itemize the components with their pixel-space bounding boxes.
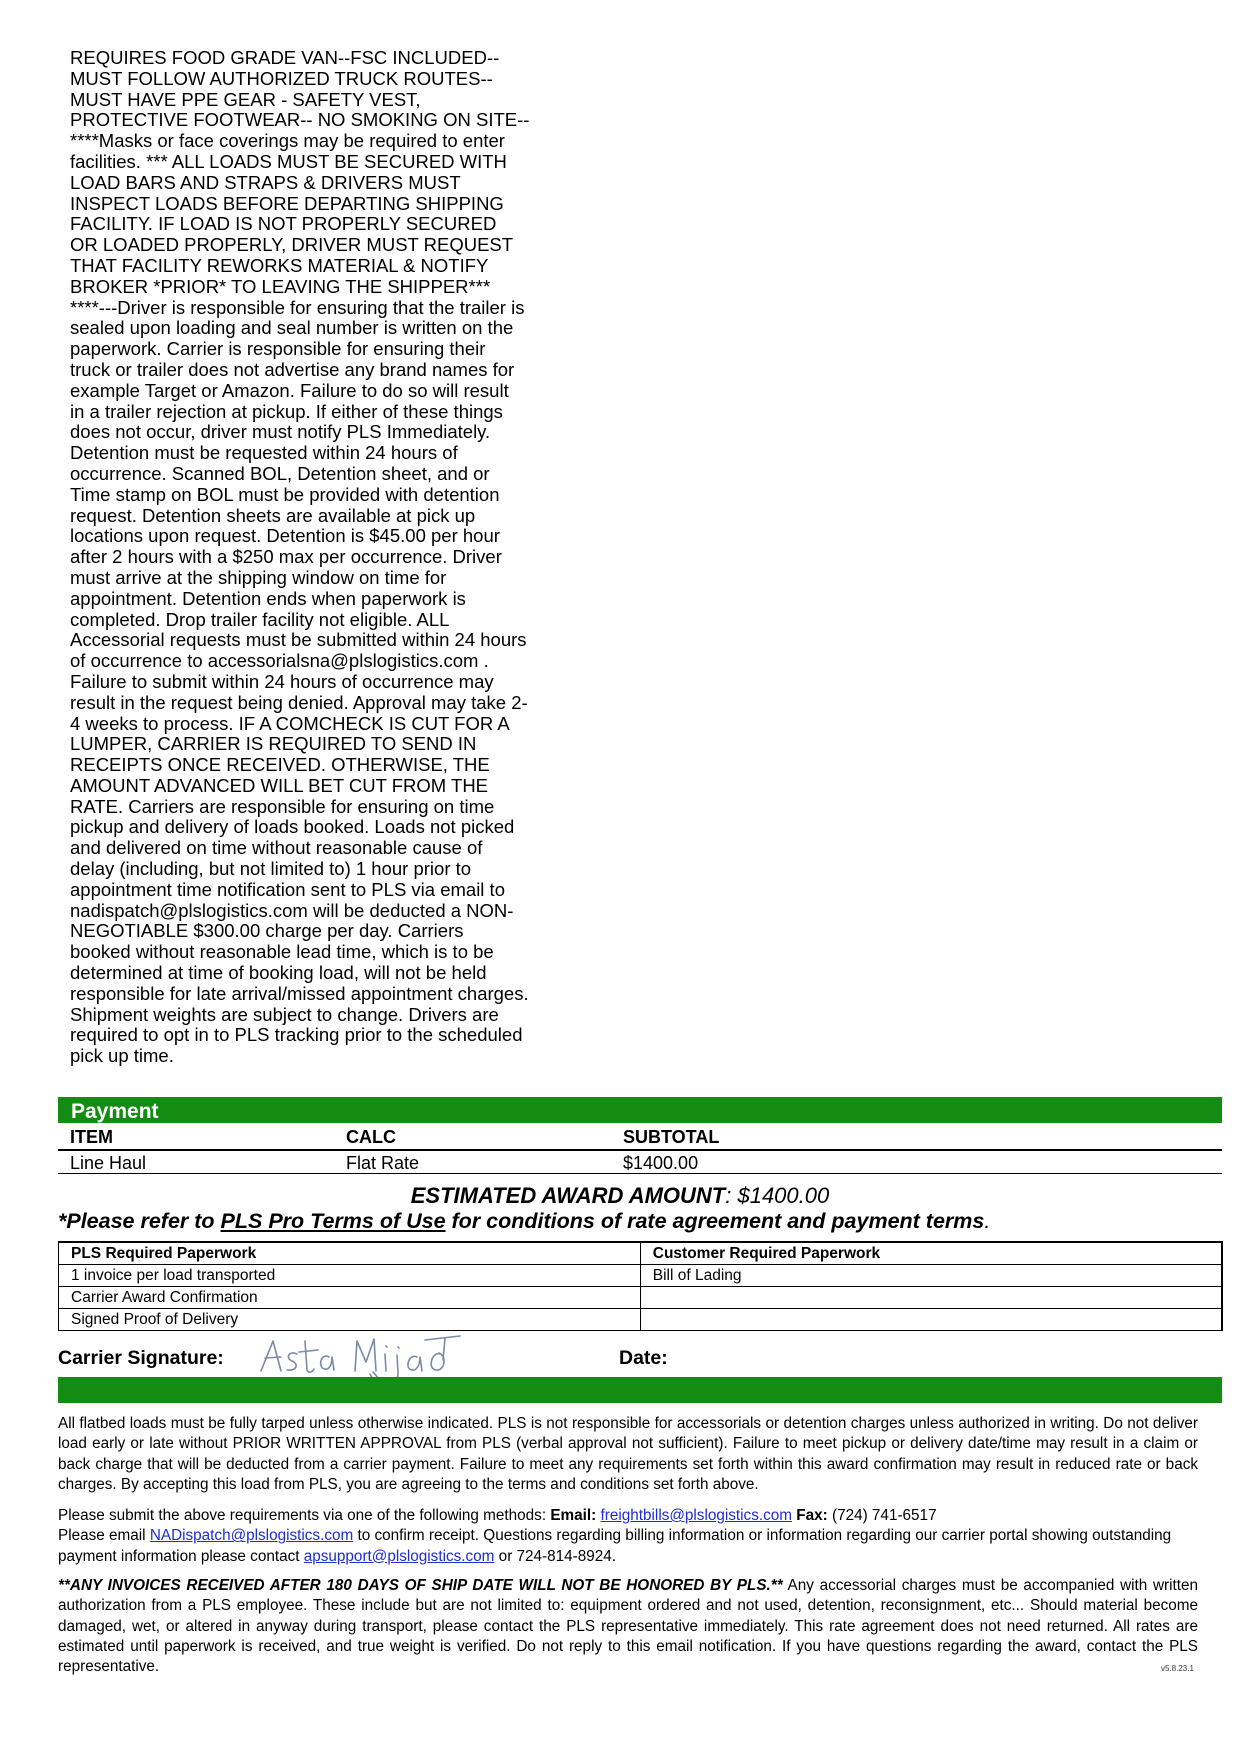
pls-paperwork-item: 1 invoice per load transported [59, 1265, 641, 1287]
submission-text: Please email [58, 1527, 150, 1545]
email-label: Email: [550, 1507, 597, 1524]
date-label: Date: [619, 1347, 668, 1369]
apsupport-email-link[interactable]: apsupport@plslogistics.com [303, 1547, 495, 1565]
submission-paragraph [58, 1506, 1198, 1567]
customer-paperwork-item [640, 1287, 1222, 1309]
cell-calc: Flat Rate [346, 1153, 420, 1173]
estimated-award [0, 1183, 1240, 1209]
fax-number: (724) 741-6517 [827, 1507, 937, 1524]
column-calc: CALC [346, 1127, 396, 1147]
invoice-deadline-warning: **ANY INVOICES RECEIVED AFTER 180 DAYS OF SHIP DATE WILL NOT BE HONORED BY PLS.** [58, 1577, 783, 1594]
terms-text-before: *Please refer to [58, 1209, 221, 1233]
nadispatch-email-link[interactable]: NADispatch@plslogistics.com [149, 1527, 354, 1545]
special-instructions: REQUIRES FOOD GRADE VAN--FSC INCLUDED-- MUST FOLLOW AUTHORIZED TRUCK ROUTES-- MUST HAVE PPE GEAR - SAFETY VEST, PROTECTIVE FOOTWEAR-- NO SMOKING ON SITE-- ****Masks or face coverings may be required to enter facilities. *** ALL LOADS MUST BE SECURED WITH LOAD BARS AND STRAPS & DRIVERS MUST INSPECT LOADS BEFORE DEPARTING SHIPPING FACILITY. IF LOAD IS NOT PROPERLY SECURED OR LOADED PROPERLY, DRIVER MUST REQUEST THAT FACILITY REWORKS MATERIAL & NOTIFY BROKER *PRIOR* TO LEAVING THE SHIPPER*** ****---Driver is responsible for ensuring that the trailer is sealed upon loading and seal number is written on the paperwork. Carrier is responsible for ensuring their truck or trailer does not advertise any brand names for example Target or Amazon. Failure to do so will result in a trailer rejection at pickup. If either of these things does not occur, driver must notify PLS Immediately. Detention must be requested within 24 hours of occurrence. Scanned BOL, Detention sheet, and or Time stamp on BOL must be provided with detention request. Detention sheets are available at pick up locations upon request. Detention is $45.00 per hour after 2 hours with a $250 max per occurrence. Driver must arrive at the shipping window on time for appointment. Detention ends when paperwork is completed. Drop trailer facility not eligible. ALL Accessorial requests must be submitted within 24 hours of occurrence to accessorialsna@plslogistics.com . Failure to submit within 24 hours of occurrence may result in the request being denied. Approval may take 2- 4 weeks to process. IF A COMCHECK IS CUT FOR A LUMPER, CARRIER IS REQUIRED TO SEND IN RECEIPTS ONCE RECEIVED. OTHERWISE, THE AMOUNT ADVANCED WILL BET CUT FROM THE RATE. Carriers are responsible for ensuring on time pickup and delivery of loads booked. Loads not picked and delivered on time without reasonable cause of delay (including, but not limited to) 1 hour prior to appointment time notification sent to PLS via email to nadispatch@plslogistics.com will be deducted a NON- NEGOTIABLE $300.00 charge per day. Carriers booked without reasonable lead time, which is to be determined at time of booking load, will not be held responsible for late arrival/missed appointment charges. Shipment weights are subject to change. Drivers are required to opt in to PLS tracking prior to the scheduled pick up time. [70, 47, 530, 1067]
terms-text-after: for conditions of rate agreement and payment terms [445, 1209, 985, 1233]
freightbills-email-link[interactable]: freightbills@plslogistics.com [600, 1507, 793, 1524]
table-row [58, 1151, 1222, 1174]
invoice-policy-paragraph [58, 1576, 1198, 1677]
carrier-signature-label: Carrier Signature: [58, 1347, 224, 1369]
submission-text: to confirm receipt. Questions regarding billing information or information regarding our carrier portal showing outstanding payment information please contact [58, 1527, 1172, 1565]
table-row [59, 1265, 1223, 1287]
payment-title: Payment [71, 1100, 159, 1123]
paperwork-table [58, 1241, 1223, 1331]
customer-paperwork-header: Customer Required Paperwork [640, 1242, 1222, 1265]
version-number: v5.8.23.1 [1161, 1664, 1194, 1673]
terms-reference [58, 1209, 990, 1234]
signature-divider-bar [58, 1377, 1222, 1403]
estimated-award-value: : $1400.00 [725, 1183, 830, 1208]
customer-paperwork-item: Bill of Lading [640, 1265, 1222, 1287]
terms-text-end: . [984, 1209, 991, 1233]
invoice-policy-text: Any accessorial charges must be accompanied with written authorization from a PLS employee. These include but are not limited to: equipment ordered and not used, detention, reconsignment, etc... Should material become damaged, wet, or altered in anyway during transport, please contact the PLS representative immediately. This rate agreement does not need returned. All rates are estimated until paperwork is received, and true weight is verified. Do not reply to this email notification. If you have questions regarding the award, contact the PLS representative. [58, 1577, 1199, 1676]
terms-paragraph: All flatbed loads must be fully tarped unless otherwise indicated. PLS is not responsible for accessorials or detention charges unless authorized in writing. Do not deliver load early or late without PRIOR WRITTEN APPROVAL from PLS (verbal approval not sufficient). Failure to meet pickup or delivery date/time may result in a claim or back charge that will be deducted from a carrier payment. Failure to meet any requirements set forth within this award confirmation may result in reduced rate or back charges. By accepting this load from PLS, you are agreeing to the terms and conditions set forth above. [58, 1415, 1198, 1493]
table-row [59, 1309, 1223, 1331]
estimated-award-label: ESTIMATED AWARD AMOUNT [410, 1183, 726, 1208]
cell-item: Line Haul [70, 1153, 147, 1173]
paperwork-header-row [59, 1242, 1223, 1265]
column-subtotal: SUBTOTAL [623, 1127, 720, 1147]
column-item: ITEM [70, 1127, 113, 1147]
pls-paperwork-item: Signed Proof of Delivery [59, 1309, 641, 1331]
pls-paperwork-header: PLS Required Paperwork [59, 1242, 641, 1265]
terms-of-use-link[interactable]: PLS Pro Terms of Use [220, 1209, 446, 1233]
submission-text: or 724-814-8924. [494, 1547, 617, 1565]
fax-label: Fax: [796, 1507, 828, 1524]
cell-subtotal: $1400.00 [623, 1153, 699, 1173]
table-row [59, 1287, 1223, 1309]
pls-paperwork-item: Carrier Award Confirmation [59, 1287, 641, 1309]
payment-header [58, 1097, 1222, 1123]
submission-text: Please submit the above requirements via one of the following methods: [58, 1507, 551, 1524]
payment-column-headers [58, 1125, 1222, 1151]
customer-paperwork-item [640, 1309, 1222, 1331]
